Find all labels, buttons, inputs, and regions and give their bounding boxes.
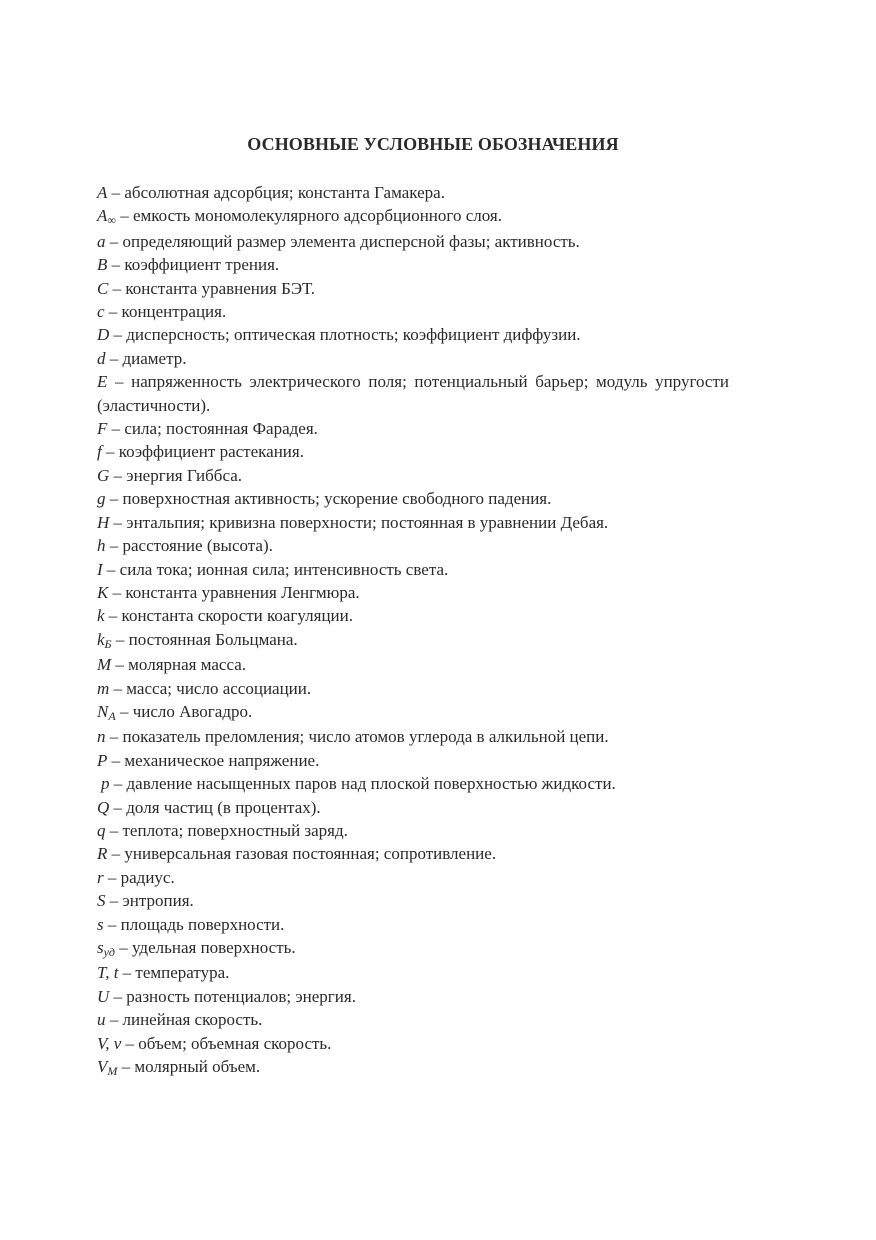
description: – масса; число ассоциации. (109, 678, 312, 698)
symbol: A (97, 206, 108, 226)
symbol: I (97, 559, 103, 579)
list-item (97, 253, 729, 276)
symbol: E (97, 372, 108, 392)
description: – коэффициент растекания. (101, 442, 304, 462)
symbol: Q (97, 797, 110, 817)
list-item (97, 961, 729, 984)
list-item (97, 842, 729, 865)
symbol: k (97, 606, 105, 626)
symbol: d (97, 348, 106, 368)
symbol: a (97, 231, 106, 251)
symbol: P (97, 750, 108, 770)
description: – доля частиц (в процентах). (109, 797, 321, 817)
list-item (97, 1055, 729, 1080)
description: – константа скорости коагуляции. (104, 606, 353, 626)
description: – поверхностная активность; ускорение свободного падения. (105, 489, 552, 509)
description: – давление насыщенных паров над плоской поверхностью жидкости. (109, 774, 616, 794)
symbol: M (97, 655, 112, 675)
symbol: V, v (97, 1033, 122, 1053)
description: – число Авогадро. (115, 701, 253, 721)
list-item (97, 230, 729, 253)
symbol: H (97, 512, 110, 532)
symbol: c (97, 302, 105, 322)
symbol: n (97, 727, 106, 747)
list-item (97, 1008, 729, 1031)
symbol: g (97, 489, 106, 509)
description: – энтальпия; кривизна поверхности; постоянная в уравнении Дебая. (109, 512, 609, 532)
symbol: p (101, 774, 110, 794)
description: – энтропия. (105, 891, 194, 911)
description: – константа уравнения Ленгмюра. (108, 582, 360, 602)
subscript: M (107, 1064, 118, 1079)
symbol: G (97, 465, 110, 485)
description: – радиус. (103, 867, 175, 887)
description: – энергия Гиббса. (109, 465, 242, 485)
symbol: C (97, 278, 109, 298)
list-item (97, 985, 729, 1008)
list-item (97, 936, 729, 961)
subscript: A (108, 708, 116, 723)
description: – постоянная Больцмана. (111, 629, 298, 649)
description: – молярный объем. (117, 1057, 261, 1077)
symbol: K (97, 582, 109, 602)
description: – площадь поверхности. (103, 914, 285, 934)
symbol: S (97, 891, 106, 911)
list-item (97, 181, 729, 204)
list-item (97, 700, 729, 725)
symbol: s (97, 914, 104, 934)
symbol: D (97, 325, 110, 345)
list-item (97, 913, 729, 936)
list-item (97, 300, 729, 323)
symbol: q (97, 820, 106, 840)
list-item (97, 604, 729, 627)
subscript: уд (103, 945, 115, 959)
list-item (97, 417, 729, 440)
symbol: U (97, 986, 110, 1006)
description: – емкость мономолекулярного адсорбционного слоя. (115, 206, 502, 226)
description: – определяющий размер элемента дисперсной фазы; активность. (105, 231, 580, 251)
list-item (97, 866, 729, 889)
symbol: R (97, 844, 108, 864)
symbol: s (97, 938, 104, 957)
subscript: Б (104, 636, 112, 651)
list-item (97, 440, 729, 463)
list-item (97, 370, 729, 417)
list-item (97, 204, 729, 229)
list-item (97, 511, 729, 534)
symbol: f (97, 442, 102, 462)
list-item (97, 487, 729, 510)
list-item (97, 628, 729, 653)
symbol: N (97, 701, 109, 721)
description: – константа уравнения БЭТ. (108, 278, 315, 298)
list-item (97, 581, 729, 604)
page-title: ОСНОВНЫЕ УСЛОВНЫЕ ОБОЗНАЧЕНИЯ (247, 134, 619, 154)
list-item (97, 677, 729, 700)
list-item (97, 534, 729, 557)
description: – абсолютная адсорбция; константа Гамакера. (107, 183, 445, 202)
list-item (97, 889, 729, 912)
subscript: ∞ (107, 213, 116, 228)
description: – удельная поверхность. (115, 938, 296, 957)
description: – универсальная газовая постоянная; сопротивление. (107, 844, 497, 864)
symbol: A (97, 183, 108, 202)
list-item (97, 558, 729, 581)
description: – сила тока; ионная сила; интенсивность света. (102, 559, 449, 579)
list-item (97, 464, 729, 487)
list-item (97, 772, 729, 795)
list-item (97, 347, 729, 370)
description: – расстояние (высота). (105, 536, 273, 556)
description: – диаметр. (105, 348, 187, 368)
symbol: h (97, 536, 106, 556)
symbol: m (97, 678, 110, 698)
list-item (97, 653, 729, 676)
description: – температура. (118, 963, 230, 983)
symbol: F (97, 419, 108, 439)
list-item (97, 749, 729, 772)
description: – коэффициент трения. (107, 255, 280, 275)
symbol: B (97, 255, 108, 275)
list-item (97, 323, 729, 346)
list-item (97, 819, 729, 842)
list-item (97, 796, 729, 819)
description: – дисперсность; оптическая плотность; коэффициент диффузии. (109, 325, 581, 345)
description: – концентрация. (104, 302, 227, 322)
description: – напряженность электрического поля; потенциальный барьер; модуль упругости (эластичности). (97, 372, 729, 415)
symbol: k (97, 629, 105, 649)
description: – теплота; поверхностный заряд. (105, 820, 348, 840)
symbol: r (97, 867, 104, 887)
description: – линейная скорость. (105, 1010, 263, 1030)
list-item (97, 277, 729, 300)
description: – сила; постоянная Фарадея. (107, 419, 318, 439)
symbol: u (97, 1010, 106, 1030)
symbol: T, t (97, 963, 119, 983)
list-item (97, 1032, 729, 1055)
symbol: V (97, 1057, 108, 1077)
description: – молярная масса. (111, 655, 247, 675)
description: – объем; объемная скорость. (121, 1033, 332, 1053)
notation-list (97, 181, 729, 1080)
list-item (97, 725, 729, 748)
description: – показатель преломления; число атомов углерода в алкильной цепи. (105, 727, 609, 747)
description: – разность потенциалов; энергия. (109, 986, 356, 1006)
description: – механическое напряжение. (107, 750, 320, 770)
